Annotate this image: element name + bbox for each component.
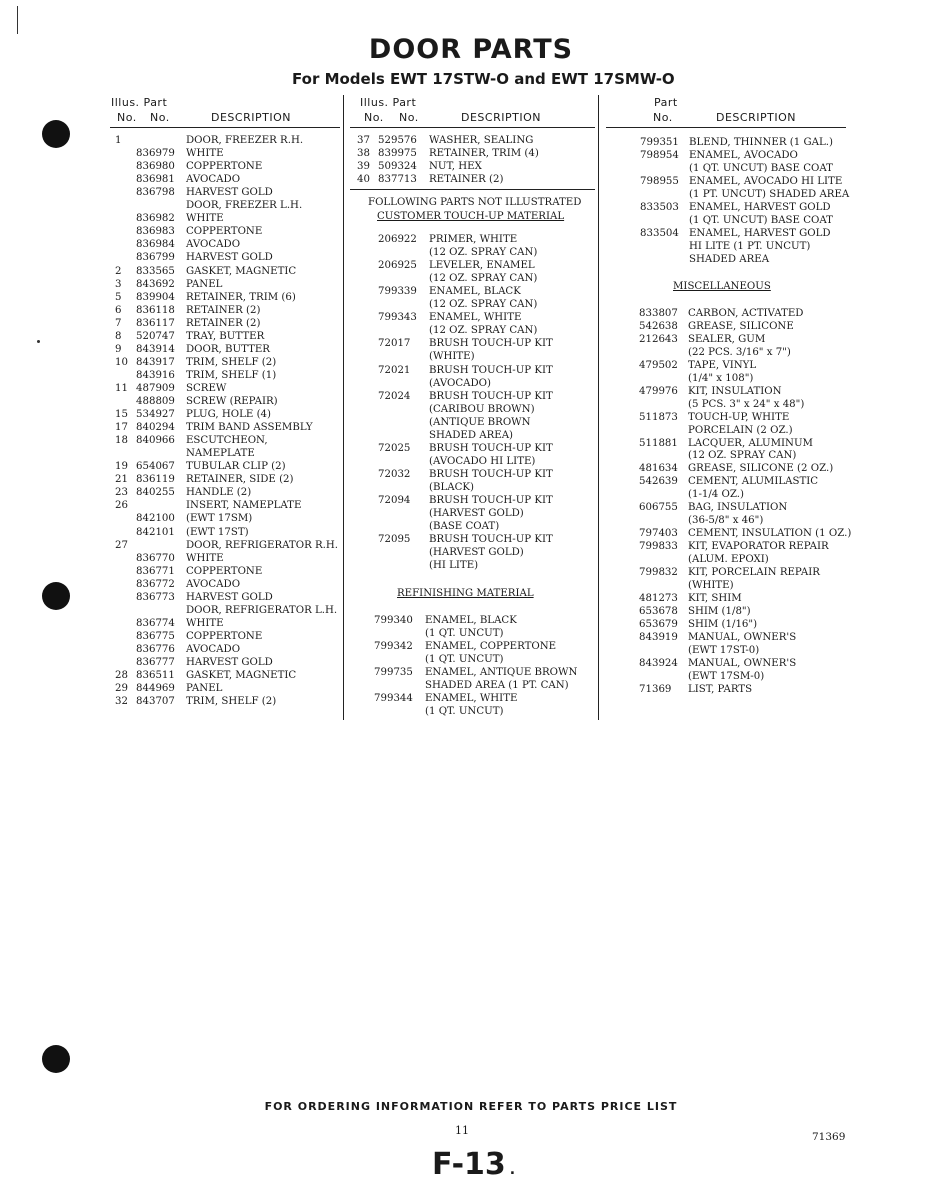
illus-no: 19 (115, 461, 128, 473)
part-description: BRUSH TOUCH-UP KIT (429, 364, 553, 376)
illus-no: 11 (115, 382, 128, 394)
illus-no: 32 (115, 696, 128, 708)
illus-no: 9 (115, 343, 122, 355)
part-no: 833807 (639, 308, 678, 319)
part-description: KIT, EVAPORATOR REPAIR (688, 541, 829, 553)
part-description: (EWT 17ST-0) (688, 644, 760, 656)
part-description: KIT, PORCELAIN REPAIR (688, 567, 820, 578)
part-description: DOOR, BUTTER (186, 343, 270, 355)
part-description: LIST, PARTS (688, 683, 753, 695)
part-no: 654067 (136, 461, 175, 473)
col2-section-rule (350, 189, 595, 190)
part-no: 836119 (136, 474, 175, 486)
part-description: (12 OZ. SPRAY CAN) (429, 325, 538, 337)
part-description: COPPERTONE (186, 161, 263, 173)
col2-description-header: DESCRIPTION (461, 111, 541, 124)
part-no: 542639 (639, 476, 678, 488)
part-description: BRUSH TOUCH-UP KIT (429, 390, 553, 402)
illus-no: 1 (115, 135, 122, 146)
col3-header-rule (606, 127, 846, 128)
part-no: 479976 (639, 385, 678, 397)
part-no: 71369 (639, 683, 672, 695)
section-code-text: F-13 (432, 1147, 506, 1182)
illus-no: 27 (115, 539, 128, 551)
part-no: 836981 (136, 174, 175, 186)
illus-no: 38 (357, 148, 370, 160)
part-description: RETAINER (2) (186, 304, 261, 316)
part-no: 511881 (639, 437, 678, 449)
part-no: 511873 (639, 411, 678, 423)
part-description: RETAINER (2) (186, 317, 261, 329)
part-description: (EWT 17SM-0) (688, 670, 765, 682)
part-description: BAG, INSULATION (688, 502, 788, 514)
part-description: AVOCADO (186, 174, 241, 186)
part-description: BRUSH TOUCH-UP KIT (429, 495, 553, 506)
part-description: (CARIBOU BROWN) (429, 403, 535, 415)
part-description: (12 OZ. SPRAY CAN) (429, 247, 538, 259)
miscellaneous-heading: MISCELLANEOUS (673, 281, 771, 292)
part-no: 836777 (136, 657, 175, 668)
part-no: 836799 (136, 252, 175, 264)
part-no: 509324 (378, 161, 417, 173)
part-description: (5 PCS. 3" x 24" x 48") (688, 398, 805, 410)
illus-no: 21 (115, 474, 128, 486)
part-no: 844969 (136, 683, 175, 695)
col3-description-header: DESCRIPTION (716, 111, 796, 124)
part-no: 843692 (136, 278, 175, 290)
illus-no: 40 (357, 174, 370, 186)
part-description: PORCELAIN (2 OZ.) (688, 424, 793, 436)
part-description: (WHITE) (688, 579, 734, 591)
part-description: TRIM, SHELF (2) (186, 356, 277, 368)
part-description: DOOR, REFRIGERATOR R.H. (186, 539, 339, 551)
part-description: WHITE (186, 552, 224, 564)
part-description: SHADED AREA (1 PT. CAN) (425, 680, 569, 692)
col2-no2-header: No. (399, 111, 419, 124)
illus-no: 26 (115, 500, 128, 512)
part-no: 72025 (378, 442, 411, 454)
part-no: 836511 (136, 670, 175, 682)
part-description: TRIM, SHELF (1) (186, 369, 277, 381)
part-no: 833504 (640, 227, 679, 239)
part-no: 836984 (136, 239, 175, 251)
part-description: ENAMEL, BLACK (425, 615, 517, 626)
part-description: (ANTIQUE BROWN (429, 416, 531, 428)
part-no: 606755 (639, 502, 678, 514)
part-description: BRUSH TOUCH-UP KIT (429, 468, 553, 480)
part-no: 72095 (378, 534, 411, 546)
part-no: 212643 (639, 333, 678, 345)
part-description: SHIM (1/8") (688, 605, 751, 617)
part-description: WHITE (186, 617, 224, 629)
part-no: 843919 (639, 631, 678, 643)
part-description: AVOCADO (186, 643, 241, 655)
section-code (432, 1147, 515, 1182)
part-no: 798954 (640, 149, 679, 161)
illus-no: 15 (115, 409, 128, 421)
part-no: 843914 (136, 343, 175, 355)
part-description: (EWT 17SM) (186, 513, 253, 525)
document-number: 71369 (812, 1131, 846, 1143)
illus-no: 8 (115, 330, 122, 342)
col1-no2-header: No. (150, 111, 170, 124)
part-no: 542638 (639, 320, 678, 332)
part-description: HARVEST GOLD (186, 591, 273, 603)
part-description: SHADED AREA) (429, 429, 514, 441)
part-no: 840294 (136, 422, 175, 434)
part-description: DOOR, FREEZER R.H. (186, 135, 304, 146)
part-description: TUBULAR CLIP (2) (186, 461, 286, 473)
part-no: 836770 (136, 552, 175, 564)
part-description: PLUG, HOLE (4) (186, 409, 272, 421)
part-description: (12 OZ. SPRAY CAN) (429, 273, 538, 285)
illus-no: 18 (115, 435, 128, 447)
part-description: ENAMEL, HARVEST GOLD (689, 227, 831, 239)
part-description: MANUAL, OWNER'S (688, 631, 797, 643)
part-no: 653679 (639, 618, 678, 630)
part-description: HI LITE (1 PT. UNCUT) (689, 240, 811, 252)
part-no: 799340 (374, 615, 413, 626)
part-description: SCREW (186, 382, 227, 394)
part-description: (1/4" x 108") (688, 372, 754, 384)
part-description: ENAMEL, COPPERTONE (425, 641, 557, 653)
part-no: 836118 (136, 304, 175, 316)
part-no: 833565 (136, 265, 175, 277)
part-description: PANEL (186, 683, 223, 695)
part-no: 839904 (136, 291, 175, 303)
part-description: (1 QT. UNCUT) (425, 628, 504, 640)
part-description: SHIM (1/16") (688, 618, 758, 630)
refinishing-heading: REFINISHING MATERIAL (397, 588, 534, 599)
illus-no: 39 (357, 161, 370, 173)
part-description: DOOR, FREEZER L.H. (186, 200, 303, 212)
illus-no: 3 (115, 278, 122, 290)
part-description: SEALER, GUM (688, 333, 766, 345)
part-no: 799342 (374, 641, 413, 653)
part-description: WASHER, SEALING (429, 135, 534, 146)
illus-no: 2 (115, 265, 122, 277)
col1-header-rule (110, 127, 340, 128)
part-no: 839975 (378, 148, 417, 160)
part-no: 206922 (378, 234, 417, 245)
part-no: 836980 (136, 161, 175, 173)
illus-no: 6 (115, 304, 122, 316)
part-description: ENAMEL, BLACK (429, 286, 521, 298)
part-description: WHITE (186, 213, 224, 225)
scan-speck (37, 340, 40, 343)
part-no: 837713 (378, 174, 417, 186)
part-no: 843707 (136, 696, 175, 708)
part-description: HARVEST GOLD (186, 187, 273, 199)
touchup-heading: CUSTOMER TOUCH-UP MATERIAL (377, 211, 565, 222)
part-description: WHITE (186, 148, 224, 160)
column-divider-right (598, 95, 599, 720)
part-no: 799832 (639, 567, 678, 578)
part-no: 206925 (378, 260, 417, 272)
part-description: CEMENT, INSULATION (1 OZ.) (688, 528, 852, 540)
part-no: 534927 (136, 409, 175, 421)
part-description: (WHITE) (429, 351, 475, 363)
page-subtitle: For Models EWT 17STW-O and EWT 17SMW-O (292, 70, 675, 88)
part-no: 479502 (639, 359, 678, 371)
part-description: BRUSH TOUCH-UP KIT (429, 442, 553, 454)
part-no: 836773 (136, 591, 175, 603)
part-description: (1 QT. UNCUT) BASE COAT (689, 162, 833, 174)
part-description: ENAMEL, HARVEST GOLD (689, 201, 831, 213)
part-description: (EWT 17ST) (186, 526, 249, 538)
part-description: (1 QT. UNCUT) (425, 706, 504, 718)
part-description: (1-1/4 OZ.) (688, 489, 744, 501)
part-no: 843916 (136, 369, 175, 381)
section-code-dot: . (509, 1162, 516, 1178)
part-description: AVOCADO (186, 239, 241, 251)
part-description: COPPERTONE (186, 630, 263, 642)
part-no: 836798 (136, 187, 175, 199)
column-divider-left (343, 95, 344, 720)
part-no: 836772 (136, 578, 175, 590)
part-no: 799339 (378, 286, 417, 298)
part-description: ESCUTCHEON, (186, 435, 268, 447)
part-no: 836776 (136, 643, 175, 655)
part-description: RETAINER, TRIM (6) (186, 291, 296, 303)
part-description: HARVEST GOLD (186, 252, 273, 264)
part-no: 797403 (639, 528, 678, 540)
part-no: 799351 (640, 137, 679, 148)
col1-description-header: DESCRIPTION (211, 111, 291, 124)
part-no: 836771 (136, 565, 175, 577)
punch-hole-top (42, 120, 70, 148)
part-description: (HI LITE) (429, 560, 479, 572)
part-description: (22 PCS. 3/16" x 7") (688, 346, 791, 358)
part-description: (1 QT. UNCUT) BASE COAT (689, 214, 833, 226)
edge-mark (17, 6, 18, 34)
part-no: 487909 (136, 382, 175, 394)
part-description: (AVOCADO) (429, 377, 491, 389)
part-no: 840255 (136, 487, 175, 499)
part-description: (BASE COAT) (429, 521, 500, 533)
part-no: 481273 (639, 592, 678, 604)
part-no: 842100 (136, 513, 175, 525)
part-description: KIT, SHIM (688, 592, 742, 604)
part-description: TRIM, SHELF (2) (186, 696, 277, 708)
col2-header-rule (350, 127, 595, 128)
page-title: DOOR PARTS (368, 34, 574, 65)
part-description: TOUCH-UP, WHITE (688, 411, 790, 423)
col2-illus-part-header: Illus. Part (360, 96, 417, 109)
part-description: (12 OZ. SPRAY CAN) (688, 450, 797, 462)
col1-no-header: No. (117, 111, 137, 124)
part-description: (12 OZ. SPRAY CAN) (429, 299, 538, 311)
illus-no: 7 (115, 317, 122, 329)
part-no: 72024 (378, 390, 411, 402)
part-description: (ALUM. EPOXI) (688, 554, 769, 566)
part-description: SHADED AREA (689, 253, 770, 265)
ordering-info-note: FOR ORDERING INFORMATION REFER TO PARTS PRICE LIST (264, 1100, 678, 1113)
col2-no-header: No. (364, 111, 384, 124)
part-description: RETAINER, SIDE (2) (186, 474, 294, 486)
part-description: GASKET, MAGNETIC (186, 670, 297, 682)
part-description: RETAINER, TRIM (4) (429, 148, 539, 160)
part-no: 842101 (136, 526, 175, 538)
part-no: 799343 (378, 312, 417, 324)
part-no: 72094 (378, 495, 411, 506)
part-no: 843917 (136, 356, 175, 368)
part-no: 799735 (374, 667, 413, 679)
illus-no: 10 (115, 356, 128, 368)
part-description: PANEL (186, 278, 223, 290)
part-no: 488809 (136, 396, 175, 407)
part-description: (HARVEST GOLD) (429, 547, 524, 559)
part-description: HARVEST GOLD (186, 657, 273, 668)
part-description: ENAMEL, AVOCADO HI LITE (689, 175, 843, 187)
part-description: BLEND, THINNER (1 GAL.) (689, 137, 833, 148)
part-description: SCREW (REPAIR) (186, 396, 278, 407)
part-no: 836117 (136, 317, 175, 329)
part-description: COPPERTONE (186, 565, 263, 577)
part-description: NAMEPLATE (186, 448, 255, 460)
part-description: (36-5/8" x 46") (688, 515, 764, 527)
illus-no: 28 (115, 670, 128, 682)
part-description: (HARVEST GOLD) (429, 508, 524, 520)
illus-no: 37 (357, 135, 370, 146)
part-description: HANDLE (2) (186, 487, 252, 499)
illus-no: 29 (115, 683, 128, 695)
part-description: GASKET, MAGNETIC (186, 265, 297, 277)
part-no: 799833 (639, 541, 678, 553)
part-no: 520747 (136, 330, 175, 342)
part-description: COPPERTONE (186, 226, 263, 238)
not-illustrated-note: FOLLOWING PARTS NOT ILLUSTRATED (368, 197, 582, 208)
part-no: 798955 (640, 175, 679, 187)
part-description: (AVOCADO HI LITE) (429, 455, 536, 467)
part-description: TRIM BAND ASSEMBLY (186, 422, 313, 434)
part-description: TAPE, VINYL (688, 359, 757, 371)
part-no: 72032 (378, 468, 411, 480)
part-description: LEVELER, ENAMEL (429, 260, 535, 272)
part-description: INSERT, NAMEPLATE (186, 500, 302, 512)
part-description: PRIMER, WHITE (429, 234, 518, 245)
illus-no: 5 (115, 291, 122, 303)
part-description: (1 QT. UNCUT) (425, 654, 504, 666)
part-no: 72021 (378, 364, 411, 376)
part-no: 843924 (639, 657, 678, 669)
part-description: ENAMEL, WHITE (425, 693, 518, 705)
part-description: MANUAL, OWNER'S (688, 657, 797, 669)
part-description: CARBON, ACTIVATED (688, 308, 804, 319)
illus-no: 23 (115, 487, 128, 499)
part-description: TRAY, BUTTER (186, 330, 265, 342)
part-description: KIT, INSULATION (688, 385, 782, 397)
col1-illus-part-header: Illus. Part (111, 96, 168, 109)
col3-no-header: No. (653, 111, 673, 124)
part-description: GREASE, SILICONE (2 OZ.) (688, 463, 834, 475)
part-no: 836979 (136, 148, 175, 160)
part-description: RETAINER (2) (429, 174, 504, 186)
part-description: NUT, HEX (429, 161, 482, 173)
part-description: (1 PT. UNCUT) SHADED AREA (689, 188, 850, 200)
punch-hole-middle (42, 582, 70, 610)
part-description: LACQUER, ALUMINUM (688, 437, 813, 449)
part-no: 833503 (640, 201, 679, 213)
part-description: (BLACK) (429, 481, 474, 493)
part-description: DOOR, REFRIGERATOR L.H. (186, 604, 338, 616)
part-no: 836775 (136, 630, 175, 642)
part-description: ENAMEL, WHITE (429, 312, 522, 324)
part-description: BRUSH TOUCH-UP KIT (429, 338, 553, 350)
part-description: CEMENT, ALUMILASTIC (688, 476, 819, 488)
page-number: 11 (455, 1124, 469, 1137)
part-description: ENAMEL, ANTIQUE BROWN (425, 667, 578, 679)
punch-hole-bottom (42, 1045, 70, 1073)
col3-part-header: Part (654, 96, 678, 109)
illus-no: 17 (115, 422, 128, 434)
part-no: 799344 (374, 693, 413, 705)
part-description: ENAMEL, AVOCADO (689, 149, 798, 161)
part-description: GREASE, SILICONE (688, 320, 794, 332)
part-no: 481634 (639, 463, 678, 475)
part-no: 836982 (136, 213, 175, 225)
part-no: 836983 (136, 226, 175, 238)
part-no: 72017 (378, 338, 411, 350)
part-no: 653678 (639, 605, 678, 617)
part-no: 529576 (378, 135, 417, 146)
part-description: AVOCADO (186, 578, 241, 590)
part-no: 836774 (136, 617, 175, 629)
part-description: BRUSH TOUCH-UP KIT (429, 534, 553, 546)
part-no: 840966 (136, 435, 175, 447)
